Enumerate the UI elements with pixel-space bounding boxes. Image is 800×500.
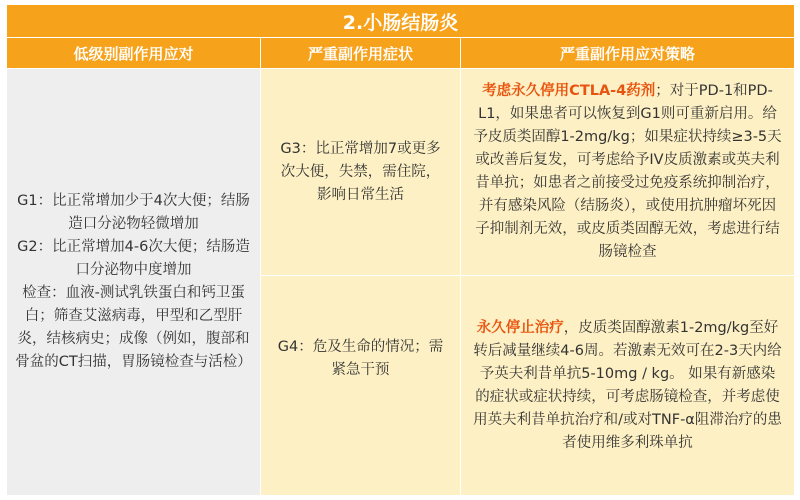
colitis-table <box>6 4 795 496</box>
g4-symptom: G4：危及生命的情况；需紧急干预 <box>277 339 444 378</box>
g3-strategy-highlight: 考虑永久停用CTLA-4药剂 <box>482 83 656 99</box>
g4-strategy-highlight: 永久停止治疗 <box>476 319 564 336</box>
header-severe-symptoms: 严重副作用症状 <box>261 38 461 69</box>
g4-strategy-text: ，皮质类固醇激素1-2mg/kg至好转后减量继续4-6周。若激素无效可在2-3天内给予英夫利昔单抗5-10mg / kg。 如果有新感染的症状或症状持续，可考虑肠镜检查，并考虑使用英夫利昔单抗治疗和/或对TNF-α阻滞治疗的患者使用维多利珠单抗 <box>473 319 782 451</box>
table-title: 2.小肠结肠炎 <box>7 5 795 38</box>
low-grade-g2: G2：比正常增加4-6次大便；结肠造口分泌物中度增加 <box>17 239 250 278</box>
low-grade-g1: G1：比正常增加少于4次大便；结肠造口分泌物轻微增加 <box>17 193 250 232</box>
g3-strategy-cell <box>461 69 795 276</box>
table-row-g3 <box>7 69 795 276</box>
low-grade-check: 检查：血液-测试乳铁蛋白和钙卫蛋白；筛查艾滋病毒，甲型和乙型肝炎，结核病史；成像（例如，腹部和骨盆的CT扫描，胃肠镜检查与活检） <box>15 285 252 370</box>
title-row <box>7 5 795 38</box>
header-severe-strategy: 严重副作用应对策略 <box>461 38 795 69</box>
g3-symptom: G3：比正常增加7或更多次大便，失禁，需住院，影响日常生活 <box>280 140 441 203</box>
g3-symptom-cell <box>261 69 461 276</box>
g3-strategy-text: ；对于PD-1和PD-L1，如果患者可以恢复到G1则可重新启用。给予皮质类固醇1-2mg/kg；如果症状持续≥3-5天或改善后复发，可考虑给予IV皮质激素或英夫利昔单抗；如患者之前接受过免疫系统抑制治疗，并有感染风险（结肠炎），或使用抗肿瘤坏死因子抑制剂无效，或皮质类固醇无效，考虑进行结肠镜检查 <box>473 83 782 260</box>
header-low-grade: 低级别副作用应对 <box>7 38 261 69</box>
g4-symptom-cell <box>261 276 461 496</box>
header-row <box>7 38 795 69</box>
g4-strategy-cell <box>461 276 795 496</box>
low-grade-cell <box>7 69 261 496</box>
colitis-table-container <box>6 4 794 496</box>
